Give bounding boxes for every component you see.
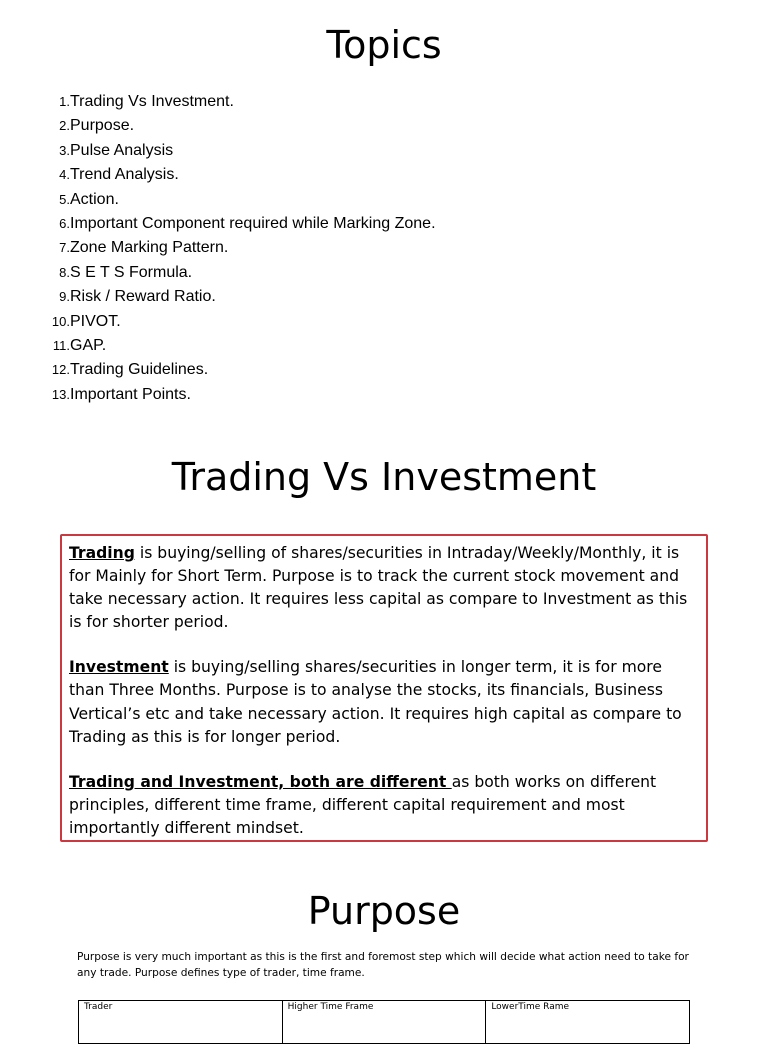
investment-term: Investment <box>69 658 169 677</box>
topic-number: 11. <box>52 337 70 353</box>
topic-item <box>40 261 436 285</box>
difference-paragraph <box>69 771 700 840</box>
topics-list <box>40 90 436 407</box>
topic-text: Trading Guidelines. <box>70 361 209 379</box>
topic-text: Trend Analysis. <box>70 166 179 184</box>
topic-number: 12. <box>51 362 70 378</box>
topic-number: 3. <box>59 142 70 158</box>
topic-number: 1. <box>59 94 70 109</box>
topic-text: Risk / Reward Ratio. <box>70 288 216 306</box>
topic-text: PIVOT. <box>70 312 121 330</box>
topic-text: Purpose. <box>70 117 135 135</box>
purpose-description: Purpose is very much important as this is the first and foremost step which will decide what action need to take for any trade. Purpose defines type of trader, time frame. <box>77 951 689 979</box>
topic-number: 13. <box>51 386 70 402</box>
topic-number: 8. <box>59 264 70 280</box>
topic-number: 2. <box>59 118 70 134</box>
topic-text: Pulse Analysis <box>70 141 174 159</box>
topic-item <box>40 285 436 309</box>
topics-heading: Topics <box>326 23 442 67</box>
topic-number: 7. <box>59 240 70 256</box>
trading-term: Trading <box>69 544 135 562</box>
topic-number: 10. <box>51 313 70 329</box>
difference-definition: as both works on different principles, different time frame, different capital requirement and most importantly different mindset. <box>69 772 657 837</box>
topic-item <box>40 358 436 382</box>
trading-vs-investment-heading: Trading Vs Investment <box>171 455 597 499</box>
topic-item <box>40 188 436 212</box>
table-header-row <box>79 1001 690 1044</box>
topic-item <box>40 383 436 407</box>
difference-term: Trading and Investment, both are different <box>69 772 452 791</box>
topic-text: Zone Marking Pattern. <box>70 239 229 257</box>
topic-text: GAP. <box>70 336 107 354</box>
topic-item <box>40 334 436 358</box>
investment-paragraph <box>69 656 700 748</box>
table-header-lower-time-frame: LowerTime Rame <box>486 1001 690 1044</box>
table-header-trader: Trader <box>79 1001 283 1044</box>
topic-text: Trading Vs Investment. <box>70 93 234 110</box>
trading-definition: is buying/selling of shares/securities in Intraday/Weekly/Monthly, it is for Mainly for Short Term. Purpose is to track the current stock movement and take necessary action. It requires less capital as compare to Investment as this is for shorter period. <box>69 544 688 632</box>
topic-item <box>40 114 436 138</box>
topic-item <box>40 236 436 260</box>
trader-table <box>78 1000 690 1044</box>
topic-text: Action. <box>70 190 119 208</box>
topic-item <box>40 310 436 334</box>
purpose-heading: Purpose <box>307 889 461 933</box>
trading-paragraph <box>69 542 700 634</box>
investment-definition: is buying/selling shares/securities in longer term, it is for more than Three Months. Purpose is to analyse the stocks, its financials, Business Vertical’s etc and take necessary action. It requires high capital as compare to Trading as this is for longer period. <box>69 658 682 746</box>
topic-number: 4. <box>59 167 70 183</box>
topic-text: S E T S Formula. <box>70 263 193 281</box>
topic-item <box>40 212 436 236</box>
topic-number: 6. <box>59 215 70 231</box>
topic-item <box>40 139 436 163</box>
table-header-higher-time-frame: Higher Time Frame <box>282 1001 486 1044</box>
topic-text: Important Component required while Marking Zone. <box>70 214 436 232</box>
topic-number: 9. <box>59 289 70 305</box>
topic-item <box>40 163 436 187</box>
definitions-box <box>60 534 708 842</box>
topic-text: Important Points. <box>70 385 191 403</box>
topic-item <box>40 90 436 114</box>
topic-number: 5. <box>59 191 70 207</box>
